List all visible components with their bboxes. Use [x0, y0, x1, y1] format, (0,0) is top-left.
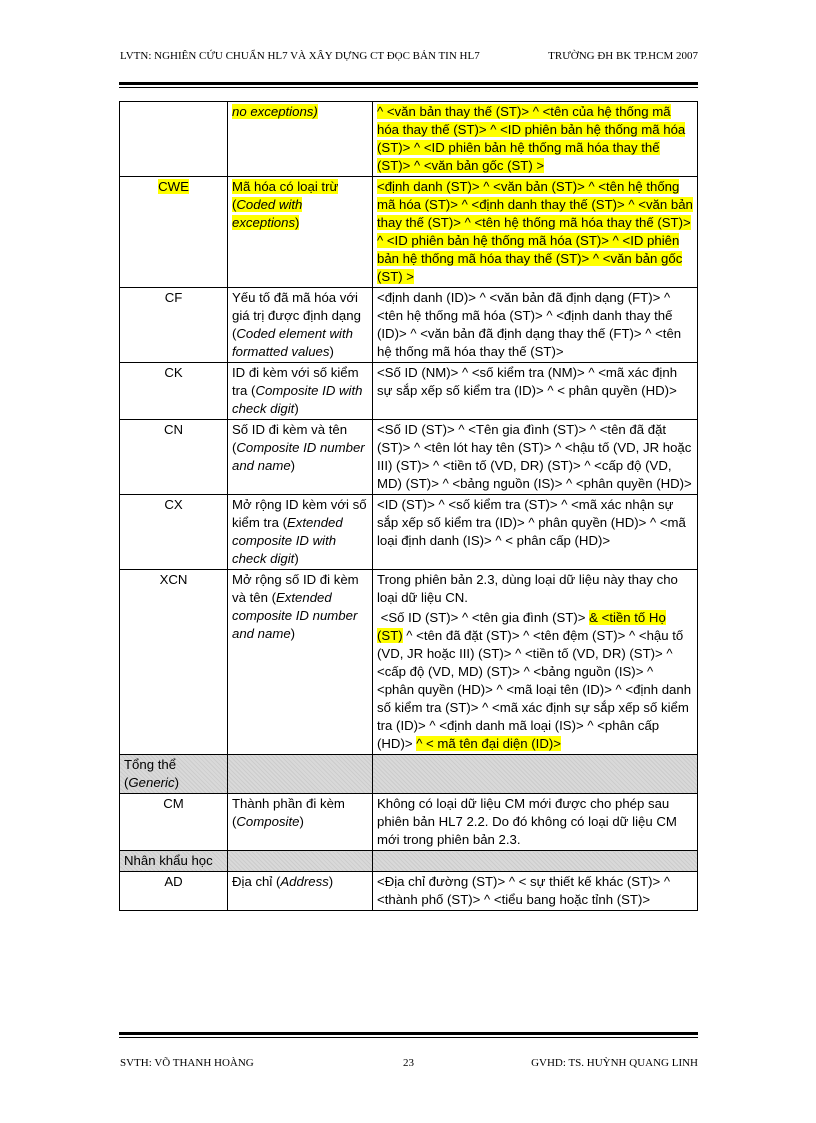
- name-vi: ID đi kèm với số kiểm tra: [232, 365, 359, 398]
- name-vi: Mở rộng ID kèm với số kiểm tra: [232, 497, 367, 530]
- name-cell: Mã hóa có loại trừ (Coded with exceptions): [228, 177, 373, 288]
- format-text: ^ <văn bản thay thế (ST)> ^ <tên của hệ thống mã hóa thay thế (ST)> ^ <ID phiên bản hệ thống mã hóa (ST)> ^ <ID phiên bản hệ thống mã hóa thay thế (ST)> ^ <văn bản gốc (ST) >: [377, 104, 686, 173]
- table-row-cn: [120, 420, 698, 495]
- name-en: Coded with exceptions: [232, 197, 303, 230]
- table-row-xcn: [120, 570, 698, 755]
- header-rule-thick: [119, 82, 698, 85]
- name-en: no exceptions): [232, 104, 318, 119]
- name-en: Composite ID number and name: [232, 440, 365, 473]
- name-vi: Số ID đi kèm và tên: [232, 422, 348, 437]
- name-vi: Thành phần đi kèm: [232, 796, 345, 811]
- code-cell: [120, 102, 228, 177]
- group-empty-cell: [373, 755, 698, 794]
- format-cell: <Địa chỉ đường (ST)> ^ < sự thiết kế khác (ST)> ^ <thành phố (ST)> ^ <tiểu bang hoặc tỉnh (ST)>: [373, 872, 698, 911]
- group-empty-cell: [228, 851, 373, 872]
- footer-advisor: GVHD: TS. HUỲNH QUANG LINH: [531, 1057, 698, 1069]
- name-en: Composite ID with check digit: [232, 383, 363, 416]
- format-part-b: ^ <tên đã đặt (ST)> ^ <tên đệm (ST)> ^ <hậu tố (VD, JR hoặc III) (ST)> ^ <tiền tố (VD, DR) (ST)> ^ <cấp độ (VD, MD) (ST)> ^ <bảng nguồn (IS)> ^ <phân quyền (HD)> ^ <mã loại tên (ID)> ^ <định danh số kiểm tra (ST)> ^ <mã xác định sự sắp xếp số kiểm tra (ID)> ^ <định danh mã loại (IS)> ^ <phân cấp (HD)>: [377, 628, 692, 751]
- format-part-a: <Số ID (ST)> ^ <tên gia đình (ST)>: [380, 610, 590, 625]
- table-row-cwe: [120, 177, 698, 288]
- code-cell: [120, 177, 228, 288]
- table-row-cm: [120, 794, 698, 851]
- name-cell: Số ID đi kèm và tên (Composite ID number and name): [228, 420, 373, 495]
- format-cell: [373, 570, 698, 755]
- group-label-cell: Nhân khẩu học: [120, 851, 228, 872]
- group-row-generic: [120, 755, 698, 794]
- data-type-table: [119, 101, 698, 911]
- name-cell: [228, 102, 373, 177]
- name-en: Extended composite ID with check digit: [232, 515, 343, 566]
- name-cell: ID đi kèm với số kiểm tra (Composite ID with check digit): [228, 363, 373, 420]
- code-cell: CK: [120, 363, 228, 420]
- header-left-text: LVTN: NGHIÊN CỨU CHUẨN HL7 VÀ XÂY DỰNG CT ĐỌC BẢN TIN HL7: [120, 50, 480, 62]
- group-empty-cell: [373, 851, 698, 872]
- table-row-ce-continued: [120, 102, 698, 177]
- footer-student: SVTH: VÕ THANH HOÀNG: [120, 1057, 254, 1069]
- name-vi: Mở rộng số ID đi kèm và tên: [232, 572, 359, 605]
- format-cell: <ID (ST)> ^ <số kiểm tra (ST)> ^ <mã xác nhận sự sắp xếp số kiểm tra (ID)> ^ phân quyền (HD)> ^ <mã loại định danh (IS)> ^ < phân cấp (HD)>: [373, 495, 698, 570]
- name-vi: Yếu tố đã mã hóa với giá trị được định dạng: [232, 290, 361, 323]
- group-label-cell: Tổng thể (Generic): [120, 755, 228, 794]
- code-text: CWE: [158, 179, 189, 194]
- header-right-text: TRƯỜNG ĐH BK TP.HCM 2007: [548, 50, 698, 62]
- group-label-en: Generic: [128, 775, 175, 790]
- format-cell: [373, 177, 698, 288]
- name-cell: Yếu tố đã mã hóa với giá trị được định dạng (Coded element with formatted values): [228, 288, 373, 363]
- name-cell: Địa chỉ (Address): [228, 872, 373, 911]
- footer-rule-thick: [119, 1032, 698, 1035]
- footer-rule-thin: [119, 1037, 698, 1038]
- code-cell: AD: [120, 872, 228, 911]
- name-vi: Địa chỉ: [232, 874, 273, 889]
- page-header: [120, 50, 698, 62]
- code-cell: XCN: [120, 570, 228, 755]
- table-row-cx: [120, 495, 698, 570]
- code-cell: CX: [120, 495, 228, 570]
- table-row-cf: [120, 288, 698, 363]
- header-rule-thin: [119, 87, 698, 88]
- name-cell: Thành phần đi kèm (Composite): [228, 794, 373, 851]
- name-en: Address: [280, 874, 329, 889]
- group-empty-cell: [228, 755, 373, 794]
- name-en: Coded element with formatted values: [232, 326, 353, 359]
- code-cell: CN: [120, 420, 228, 495]
- format-cell: Không có loại dữ liệu CM mới được cho phép sau phiên bản HL7 2.2. Do đó không có loại dữ liệu CM mới trong phiên bản 2.3.: [373, 794, 698, 851]
- format-cell: <định danh (ID)> ^ <văn bản đã định dạng (FT)> ^ <tên hệ thống mã hóa (ST)> ^ <định danh thay thế (ID)> ^ <văn bản đã định dạng thay thế (FT)> ^ <tên hệ thống mã hóa thay thế (ST)>: [373, 288, 698, 363]
- format-text: <định danh (ST)> ^ <văn bản (ST)> ^ <tên hệ thống mã hóa (ST)> ^ <định danh thay thế (ST)> ^ <văn bản thay thế (ST)> ^ <tên hệ thống mã hóa thay thế (ST)> ^ <ID phiên bản hệ thống mã hóa (ST)> ^ <ID phiên bản hệ thống mã hóa thay thế (ST)> ^ <văn bản gốc (ST) >: [377, 179, 693, 284]
- name-en: Extended composite ID number and name: [232, 590, 358, 641]
- format-cell: [373, 102, 698, 177]
- format-cell: <Số ID (ST)> ^ <Tên gia đình (ST)> ^ <tên đã đặt (ST)> ^ <tên lót hay tên (ST)> ^ <hậu tố (VD, JR hoặc III) (ST)> ^ <tiền tố (VD, DR) (ST)> ^ <cấp độ (VD, MD) (ST)> ^ <bảng nguồn (IS)> ^ <phân quyền (HD)>: [373, 420, 698, 495]
- format-cell: <Số ID (NM)> ^ <số kiểm tra (NM)> ^ <mã xác định sự sắp xếp số kiểm tra (ID)> ^ < phân quyền (HD)>: [373, 363, 698, 420]
- code-cell: CM: [120, 794, 228, 851]
- code-cell: CF: [120, 288, 228, 363]
- table-row-ad: [120, 872, 698, 911]
- name-vi: Mã hóa có loại trừ: [232, 179, 339, 194]
- format-highlight-1: & <tiền tố Họ (ST): [377, 610, 666, 643]
- format-highlight-2: ^ < mã tên đại diện (ID)>: [416, 736, 561, 751]
- group-row-demographics: [120, 851, 698, 872]
- page-number: 23: [403, 1057, 414, 1069]
- name-cell: Mở rộng số ID đi kèm và tên (Extended composite ID number and name): [228, 570, 373, 755]
- table-row-ck: [120, 363, 698, 420]
- name-cell: Mở rộng ID kèm với số kiểm tra (Extended composite ID with check digit): [228, 495, 373, 570]
- group-label-vi: Tổng thể: [124, 757, 177, 772]
- xcn-format: [377, 609, 693, 753]
- xcn-note: Trong phiên bản 2.3, dùng loại dữ liệu này thay cho loại dữ liệu CN.: [377, 572, 678, 605]
- name-en: Composite: [236, 814, 300, 829]
